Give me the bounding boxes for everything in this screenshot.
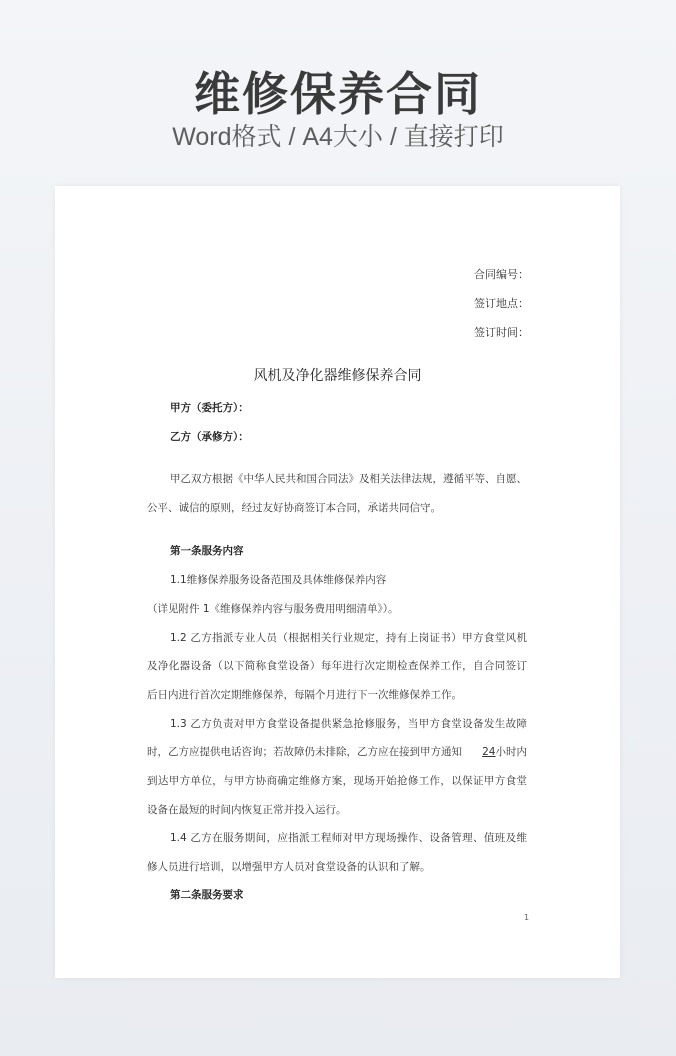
clause-1-4-line-1: 1.4 乙方在服务期间，应指派工程师对甲方现场操作、设备管理、值班及维 xyxy=(170,832,527,844)
page-number: 1 xyxy=(524,913,530,922)
clause-1-3-line-2-tail xyxy=(482,745,527,759)
response-hours-value: 24 xyxy=(482,746,496,758)
section-1-heading: 第一条服务内容 xyxy=(170,545,244,557)
signing-time-label: 签订时间： xyxy=(474,326,529,339)
contract-title: 风机及净化器维修保养合同 xyxy=(253,368,422,384)
section-2-heading: 第二条服务要求 xyxy=(170,889,244,901)
clause-1-4-line-2: 修人员进行培训，以增强甲方人员对食堂设备的认识和了解。 xyxy=(147,861,431,873)
signing-place-label: 签订地点： xyxy=(474,297,529,310)
clause-1-3-line-4: 设备在最短的时间内恢复正常并投入运行。 xyxy=(147,804,347,816)
clause-1-2-line-3: 后日内进行首次定期维修保养，每隔个月进行下一次维修保养工作。 xyxy=(147,689,462,701)
banner-subtitle: Word格式 / A4大小 / 直接打印 xyxy=(172,123,504,151)
clause-1-1-line-1: 1.1维修保养服务设备范围及具体维修保养内容 xyxy=(170,574,387,586)
contract-number-label: 合同编号： xyxy=(474,268,529,281)
clause-1-3-line-2 xyxy=(147,745,527,759)
banner-title: 维修保养合同 xyxy=(194,67,482,121)
party-b-label: 乙方（承修方）： xyxy=(170,431,249,443)
clause-1-3-line-2-text: 时，乙方应提供电话咨询；若故障仍未排除，乙方应在接到甲方通知 xyxy=(147,746,462,758)
preamble-line-1: 甲乙双方根据《中华人民共和国合同法》及相关法律法规，遵循平等、自愿、 xyxy=(170,473,527,485)
clause-1-3-line-3: 到达甲方单位，与甲方协商确定维修方案，现场开始抢修工作，以保证甲方食堂 xyxy=(147,775,527,787)
party-a-label: 甲方（委托方）： xyxy=(170,402,249,414)
clause-1-2-line-1: 1.2 乙方指派专业人员（根据相关行业规定，持有上岗证书）甲方食堂风机 xyxy=(170,632,527,644)
clause-1-2-line-2: 及净化器设备（以下简称食堂设备）每年进行次定期检查保养工作，自合同签订 xyxy=(147,660,527,672)
clause-1-1-line-2: （详见附件 1《维修保养内容与服务费用明细清单》）。 xyxy=(147,603,399,615)
response-hours-unit: 小时内 xyxy=(495,746,527,758)
preamble-line-2: 公平、诚信的原则，经过友好协商签订本合同，承诺共同信守。 xyxy=(147,502,441,514)
clause-1-3-line-1: 1.3 乙方负责对甲方食堂设备提供紧急抢修服务，当甲方食堂设备发生故障 xyxy=(170,718,527,730)
